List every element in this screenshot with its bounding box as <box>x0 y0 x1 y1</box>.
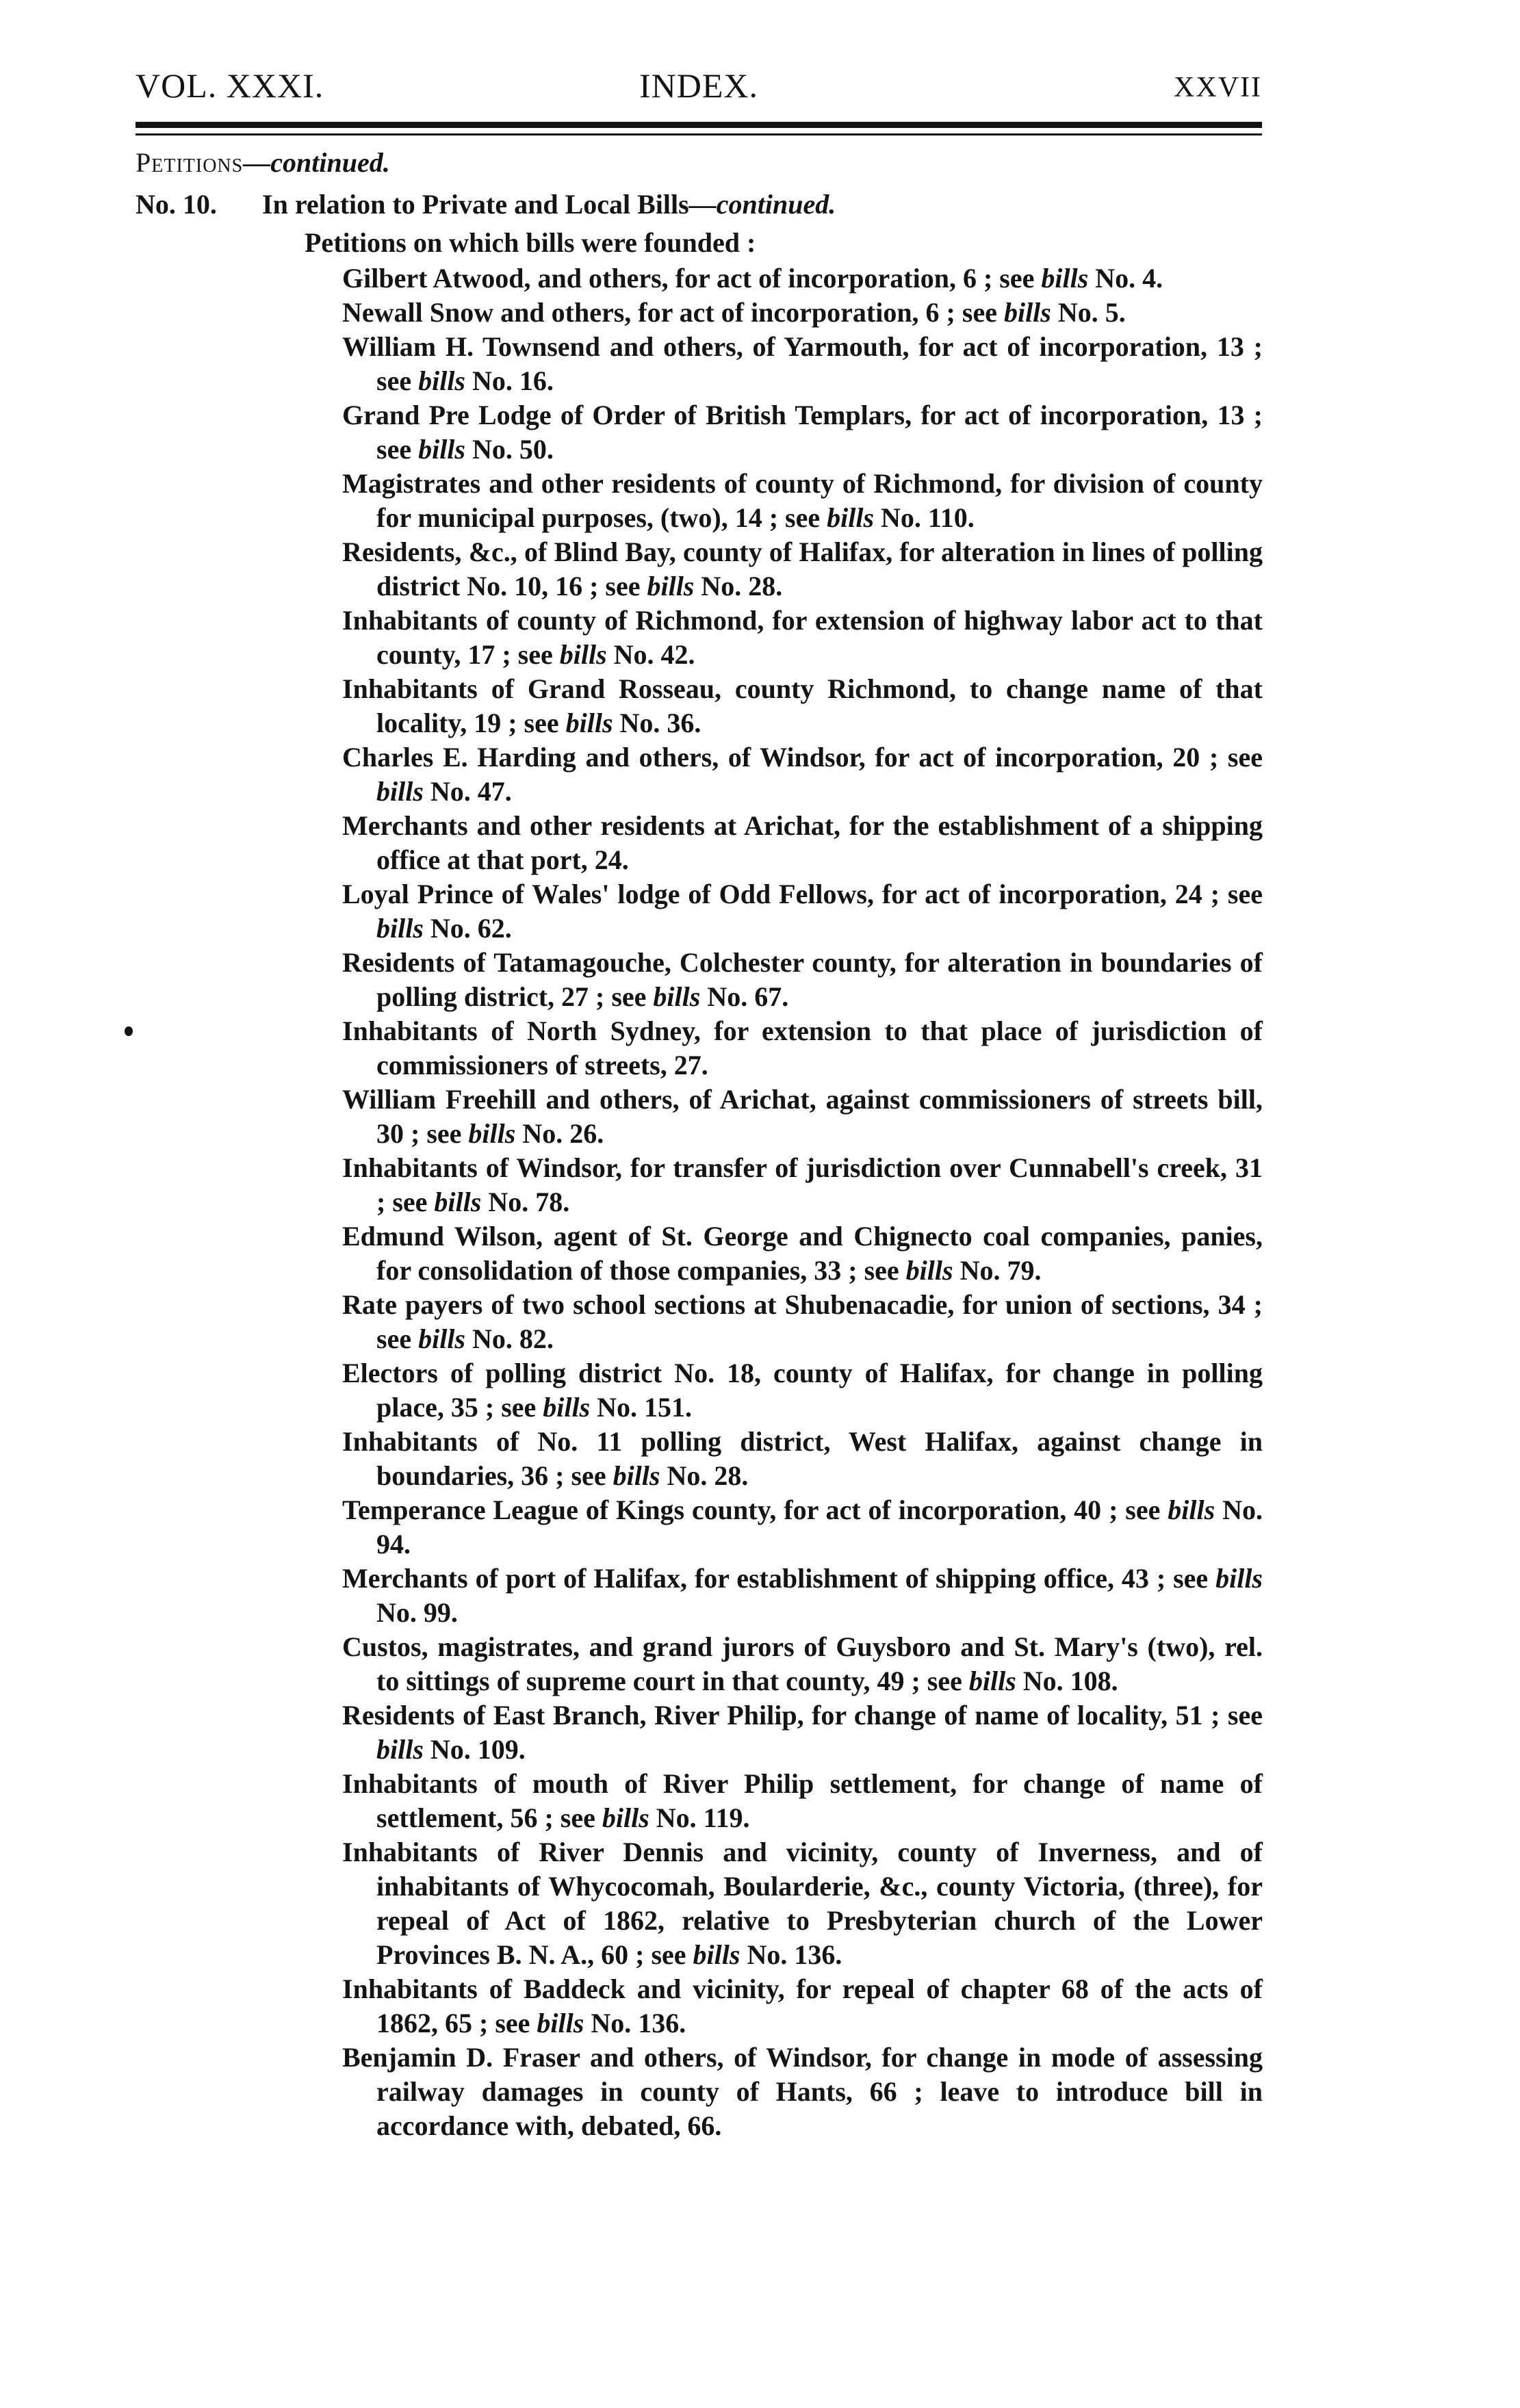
header-rule-thick <box>136 122 1262 128</box>
list-item: Loyal Prince of Wales' lodge of Odd Fellows, for act of incorporation, 24 ; see bills No. 62. <box>342 879 1263 944</box>
list-item: Residents of East Branch, River Philip, for change of name of locality, 51 ; see bills No. 109. <box>342 1700 1263 1765</box>
list-item: William Freehill and others, of Arichat, against commissioners of streets bill, 30 ; see bills No. 26. <box>342 1084 1263 1149</box>
list-item: Merchants of port of Halifax, for establishment of shipping office, 43 ; see bills No. 99. <box>342 1563 1263 1628</box>
list-item: Residents of Tatamagouche, Colchester county, for alteration in boundaries of polling district, 27 ; see bills No. 67. <box>342 947 1263 1012</box>
list-item: Residents, &c., of Blind Bay, county of Halifax, for alteration in lines of polling district No. 10, 16 ; see bills No. 28. <box>342 536 1263 601</box>
list-item: Magistrates and other residents of county of Richmond, for division of county for municipal purposes, (two), 14 ; see bills No. 110. <box>342 468 1263 533</box>
page-number: XXVII <box>1174 72 1262 103</box>
header-rule-thin <box>136 133 1262 135</box>
list-item: Inhabitants of Baddeck and vicinity, for repeal of chapter 68 of the acts of 1862, 65 ; see bills No. 136. <box>342 1973 1263 2038</box>
list-item: Inhabitants of No. 11 polling district, West Halifax, against change in boundaries, 36 ; see bills No. 28. <box>342 1426 1263 1491</box>
list-item: Inhabitants of Grand Rosseau, county Richmond, to change name of that locality, 19 ; see bills No. 36. <box>342 673 1263 738</box>
section-heading <box>136 144 390 182</box>
list-item: Edmund Wilson, agent of St. George and Chignecto coal companies, panies, for consolidation of those companies, 33 ; see bills No. 79. <box>342 1221 1263 1286</box>
list-item: Electors of polling district No. 18, county of Halifax, for change in polling place, 35 ; see bills No. 151. <box>342 1358 1263 1423</box>
section-label: Petitions <box>136 147 244 178</box>
list-item: Temperance League of Kings county, for act of incorporation, 40 ; see bills No. 94. <box>342 1494 1263 1559</box>
list-item: Benjamin D. Fraser and others, of Windsor, for change in mode of assessing railway damages in county of Hants, 66 ; leave to introduce bill in accordance with, debated, 66. <box>342 2042 1263 2141</box>
subsection-title: In relation to Private and Local Bills <box>262 189 689 220</box>
list-item: William H. Townsend and others, of Yarmouth, for act of incorporation, 13 ; see bills No. 16. <box>342 331 1263 396</box>
list-item: Newall Snow and others, for act of incorporation, 6 ; see bills No. 5. <box>342 297 1126 328</box>
list-item: Inhabitants of county of Richmond, for extension of highway labor act to that county, 17 ; see bills No. 42. <box>342 605 1263 670</box>
petition-list <box>342 261 1263 2143</box>
list-item: Gilbert Atwood, and others, for act of incorporation, 6 ; see bills No. 4. <box>342 263 1163 294</box>
list-intro: Petitions on which bills were founded : <box>305 227 756 258</box>
running-head <box>136 66 1262 120</box>
section-continued: —continued. <box>243 147 390 178</box>
page-title: INDEX. <box>639 66 759 105</box>
list-item: Inhabitants of River Dennis and vicinity, county of Inverness, and of inhabitants of Whycocomah, Boularderie, &c., county Victoria, (three), for repeal of Act of 1862, relative to Presbyterian church of the Lower Provinces B. N. A., 60 ; see bills No. 136. <box>342 1837 1263 1970</box>
list-item: Merchants and other residents at Arichat, for the establishment of a shipping office at that port, 24. <box>342 810 1263 875</box>
list-item: Charles E. Harding and others, of Windsor, for act of incorporation, 20 ; see bills No. 47. <box>342 742 1263 807</box>
subsection-continued: —continued. <box>688 189 836 220</box>
list-item: Custos, magistrates, and grand jurors of Guysboro and St. Mary's (two), rel. to sittings of supreme court in that county, 49 ; see bills No. 108. <box>342 1631 1263 1696</box>
list-item: Inhabitants of North Sydney, for extension to that place of jurisdiction of commissioners of streets, 27. <box>342 1015 1263 1080</box>
list-item: Grand Pre Lodge of Order of British Templars, for act of incorporation, 13 ; see bills No. 50. <box>342 400 1263 465</box>
volume-label: VOL. XXXI. <box>136 66 324 105</box>
list-item: Inhabitants of Windsor, for transfer of jurisdiction over Cunnabell's creek, 31 ; see bills No. 78. <box>342 1152 1263 1217</box>
list-item: Rate payers of two school sections at Shubenacadie, for union of sections, 34 ; see bills No. 82. <box>342 1289 1263 1354</box>
subsection-title-wrap <box>262 187 836 222</box>
subsection-number: No. 10. <box>136 189 217 220</box>
margin-mark <box>125 1026 133 1036</box>
list-item: Inhabitants of mouth of River Philip settlement, for change of name of settlement, 56 ; see bills No. 119. <box>342 1768 1263 1833</box>
